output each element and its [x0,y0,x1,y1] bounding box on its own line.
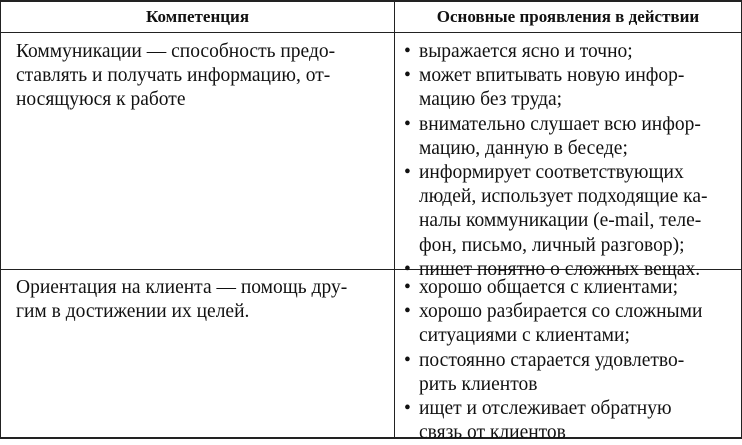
manifestation-text: внимательно слушает всю инфор- [419,113,701,135]
manifestation-line [404,88,708,112]
header-divider [1,32,741,33]
manifestation-line [404,40,708,64]
manifestation-text: людей, использует подходящие ка- [419,186,708,208]
manifestation-text: хорошо разбирается со сложными [419,301,703,323]
manifestation-line [404,209,708,233]
manifestation-text: ищет и отслеживает обратную [419,397,672,419]
header-competency: Компетенция [145,7,250,26]
bullet-icon: • [404,301,411,323]
bullet-icon: • [404,277,411,298]
manifestation-line [404,324,702,348]
competency-line: Ориентация на клиента — помощь дру- [16,277,348,298]
manifestation-line [404,397,702,421]
manifestation-line [404,276,702,300]
manifestation-text: мацию без труда; [419,89,563,111]
manifestation-text: ситуациями с клиентами; [419,325,630,347]
manifestation-line [404,64,708,88]
manifestation-text: связь от клиентов [419,422,566,444]
manifestation-text: информирует соответствующих [419,161,684,183]
manifestation-text: может впитывать новую инфор- [419,65,685,87]
manifestation-text: выражается ясно и точно; [419,41,633,62]
competency-cell [16,276,347,324]
manifestation-text: рить клиентов [419,373,538,395]
manifestations-cell [404,276,702,445]
manifestation-line [404,300,702,324]
manifestation-line [404,185,708,209]
manifestations-cell [404,40,708,282]
manifestation-line [404,421,702,445]
bullet-icon: • [404,113,411,135]
bullet-icon: • [404,41,411,62]
competency-line: ставлять и получать информацию, от- [16,65,331,87]
competency-line: Коммуникации — способность предо- [16,41,336,62]
bullet-icon: • [404,258,411,280]
manifestation-line [404,137,708,161]
manifestation-text: хорошо общается с клиентами; [419,277,679,298]
header-manifestations: Основные проявления в действии [436,7,700,26]
column-divider [394,2,395,437]
manifestation-line [404,113,708,137]
manifestation-line [404,161,708,185]
bullet-icon: • [404,397,411,419]
manifestation-line [404,373,702,397]
manifestation-line [404,234,708,258]
manifestation-text: налы коммуникации (e-mail, теле- [419,210,702,232]
manifestation-text: мацию, данную в беседе; [419,137,628,159]
competency-line: носящуюся к работе [16,89,186,111]
competency-cell [16,40,335,113]
manifestation-line [404,349,702,373]
bullet-icon: • [404,349,411,371]
manifestation-text: постоянно старается удовлетво- [419,349,685,371]
bullet-icon: • [404,161,411,183]
manifestation-text: фон, письмо, личный разговор); [419,234,685,256]
manifestation-text: пишет понятно о сложных вещах. [419,258,701,280]
bullet-icon: • [404,65,411,87]
competency-line: гим в достижении их целей. [16,301,250,323]
